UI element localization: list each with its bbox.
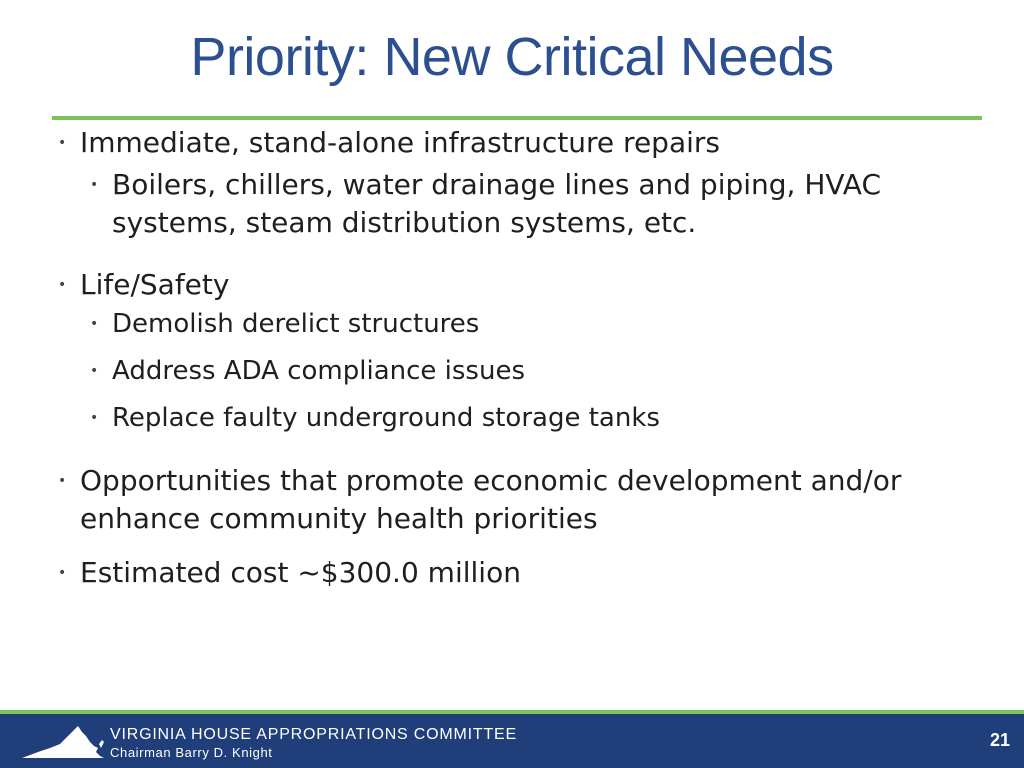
bullet-text: Boilers, chillers, water drainage lines and piping, HVAC systems, steam distribution systems, etc.	[112, 168, 881, 239]
bullet-text: Replace faulty underground storage tanks	[112, 403, 660, 433]
slide-title: Priority: New Critical Needs	[190, 27, 834, 87]
bullet-estimated-cost	[58, 554, 958, 592]
bullet-dot: •	[90, 316, 99, 332]
bullet-text: Life/Safety	[80, 268, 230, 301]
bullet-text: Immediate, stand-alone infrastructure repairs	[80, 126, 720, 159]
footer-accent-line	[0, 710, 1024, 714]
bullet-dot: •	[90, 410, 99, 426]
bullet-text: Demolish derelict structures	[112, 309, 480, 339]
sub-bullet-boilers	[90, 166, 930, 242]
sub-bullet-demolish	[90, 306, 930, 342]
bullet-dot: •	[58, 473, 67, 489]
bullet-text: Estimated cost ~$300.0 million	[80, 556, 521, 589]
virginia-state-outline-icon	[20, 722, 106, 766]
bullet-dot: •	[90, 363, 99, 379]
bullet-opportunities	[58, 462, 958, 538]
bullet-dot: •	[58, 135, 67, 151]
bullet-dot: •	[58, 277, 67, 293]
chairman-name: Chairman Barry D. Knight	[110, 745, 273, 760]
bullet-infrastructure	[58, 124, 958, 162]
page-number: 21	[989, 730, 1010, 750]
committee-name: VIRGINIA HOUSE APPROPRIATIONS COMMITTEE	[110, 726, 517, 743]
bullet-dot: •	[58, 565, 67, 581]
sub-bullet-tanks	[90, 400, 930, 436]
bullet-dot: •	[90, 177, 99, 193]
bullet-text: Address ADA compliance issues	[112, 356, 525, 386]
bullet-life-safety	[58, 266, 958, 304]
bullet-text: Opportunities that promote economic development and/or enhance community health priorities	[80, 464, 902, 535]
sub-bullet-ada	[90, 353, 930, 389]
